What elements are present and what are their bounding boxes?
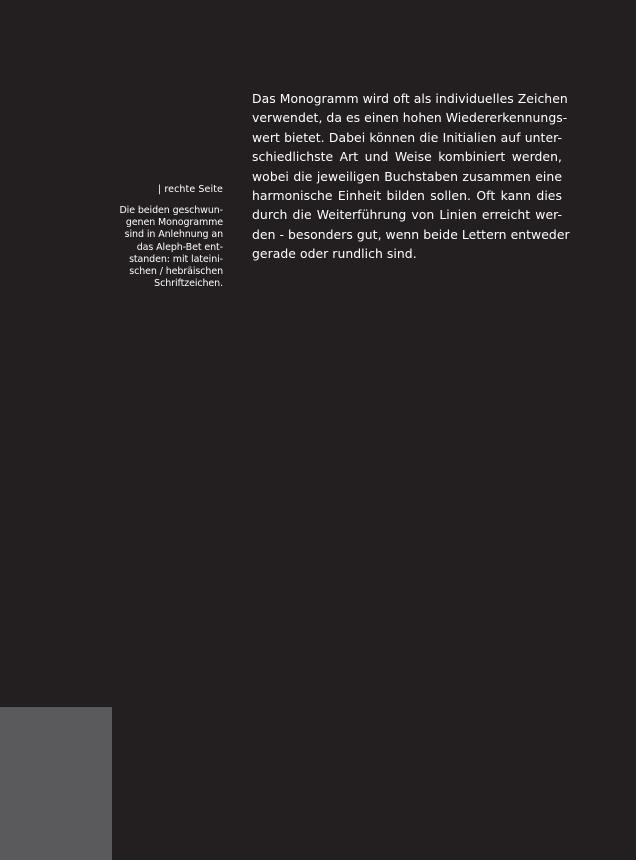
body-paragraph [252, 89, 570, 264]
body-line: wobei die jeweiligen Buchstaben zusammen eine [252, 168, 562, 184]
body-line: harmonische Einheit bilden sollen. Oft kann dies [252, 188, 562, 204]
body-line: gerade oder rundlich sind. [252, 246, 417, 262]
sidenote-heading: | rechte Seite [157, 184, 223, 195]
body-line: den - besonders gut, wenn beide Lettern entweder [252, 226, 570, 242]
sidenote-line: das Aleph-Bet ent- [136, 241, 223, 253]
body-line: Das Monogramm wird oft als individuelles Zeichen [252, 91, 568, 106]
body-line: schiedlichste Art und Weise kombiniert werden, [252, 149, 562, 165]
sidenote-line: schen / hebräischen [129, 266, 223, 278]
sidenote-line: standen: mit lateini- [129, 253, 223, 265]
sidenote-line: Schriftzeichen. [154, 278, 223, 290]
body-line: wert bietet. Dabei können die Initialien auf unter- [252, 129, 562, 145]
sidenote-caption [108, 184, 223, 290]
sidenote-line: Die beiden geschwun- [119, 205, 223, 216]
sidenote-line: genen Monogramme [125, 217, 223, 229]
corner-block [0, 707, 112, 860]
body-line: durch die Weiterführung von Linien erreicht wer- [252, 207, 562, 223]
body-line: verwendet, da es einen hohen Wiedererkennungs- [252, 110, 568, 126]
sidenote-line: sind in Anlehnung an [124, 229, 223, 241]
